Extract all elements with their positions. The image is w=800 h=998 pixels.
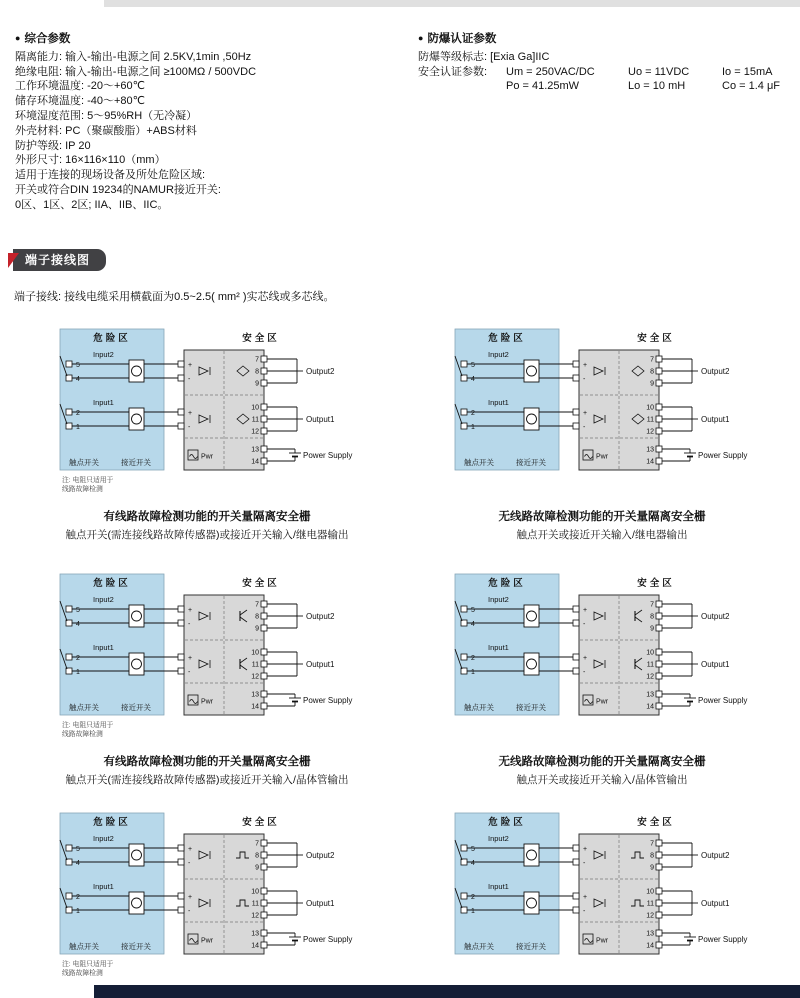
svg-text:12: 12 bbox=[251, 673, 259, 681]
bullet-icon: ● bbox=[418, 33, 424, 43]
input-label: Input1 bbox=[93, 398, 114, 407]
wiring-diagram bbox=[57, 326, 357, 498]
pwr-label: Pwr bbox=[596, 698, 609, 706]
svg-text:-: - bbox=[188, 860, 191, 867]
wiring-diagram-cell-3 bbox=[57, 571, 357, 787]
wiring-diagram bbox=[452, 571, 752, 743]
svg-text:1: 1 bbox=[76, 908, 80, 915]
output2-label: Output2 bbox=[306, 612, 335, 621]
svg-text:2: 2 bbox=[76, 894, 80, 901]
svg-text:9: 9 bbox=[255, 380, 259, 388]
svg-text:+: + bbox=[583, 410, 588, 417]
wiring-diagram-cell-5 bbox=[57, 810, 357, 987]
output2-label: Output2 bbox=[701, 612, 730, 621]
proximity-switch-label: 接近开关 bbox=[516, 458, 546, 467]
svg-text:8: 8 bbox=[255, 852, 259, 860]
svg-text:9: 9 bbox=[255, 625, 259, 633]
input-label: Input1 bbox=[93, 643, 114, 652]
cert-value: Uo = 11VDC bbox=[628, 65, 690, 78]
svg-text:13: 13 bbox=[251, 930, 259, 938]
svg-text:10: 10 bbox=[251, 649, 259, 657]
caption-subtitle: 触点开关或接近开关输入/继电器输出 bbox=[516, 529, 688, 541]
contact-switch-label: 触点开关 bbox=[69, 942, 99, 951]
svg-text:12: 12 bbox=[646, 428, 654, 436]
cert-value: Um = 250VAC/DC bbox=[506, 65, 595, 78]
output1-label: Output1 bbox=[701, 415, 730, 424]
output1-label: Output1 bbox=[306, 415, 335, 424]
safe-area-label: 安全区 bbox=[637, 333, 675, 344]
svg-text:-: - bbox=[583, 908, 586, 915]
svg-text:7: 7 bbox=[255, 601, 259, 609]
diagram-caption bbox=[57, 753, 357, 787]
svg-text:+: + bbox=[188, 362, 193, 369]
svg-text:7: 7 bbox=[650, 840, 654, 848]
input-label: Input2 bbox=[488, 834, 509, 843]
svg-text:2: 2 bbox=[471, 894, 475, 901]
svg-text:14: 14 bbox=[646, 942, 654, 950]
input-label: Input1 bbox=[488, 882, 509, 891]
cert-value: Lo = 10 mH bbox=[628, 80, 686, 93]
svg-text:14: 14 bbox=[251, 703, 259, 711]
svg-text:12: 12 bbox=[251, 428, 259, 436]
explosion-proof-title: ● 防爆认证参数 bbox=[418, 33, 497, 45]
spec-line: 外壳材料: PC（聚碳酸脂）+ABS材料 bbox=[15, 124, 197, 137]
hazard-area-label: 危险区 bbox=[488, 333, 526, 344]
power-supply-label: Power Supply bbox=[303, 451, 353, 460]
wiring-diagram bbox=[452, 810, 752, 982]
input-label: Input1 bbox=[488, 643, 509, 652]
hazard-area-label: 危险区 bbox=[93, 333, 131, 344]
svg-text:14: 14 bbox=[646, 458, 654, 466]
svg-text:-: - bbox=[188, 376, 191, 383]
diagram-caption bbox=[452, 508, 752, 542]
svg-text:7: 7 bbox=[650, 601, 654, 609]
svg-text:13: 13 bbox=[646, 446, 654, 454]
input-label: Input1 bbox=[488, 398, 509, 407]
caption-title: 有线路故障检测功能的开关量隔离安全栅 bbox=[103, 511, 311, 523]
svg-text:-: - bbox=[583, 621, 586, 628]
output2-label: Output2 bbox=[306, 367, 335, 376]
bullet-icon: ● bbox=[15, 33, 21, 43]
output2-label: Output2 bbox=[701, 851, 730, 860]
input-label: Input2 bbox=[93, 834, 114, 843]
svg-text:+: + bbox=[583, 655, 588, 662]
output2-label: Output2 bbox=[306, 851, 335, 860]
svg-text:+: + bbox=[583, 846, 588, 853]
diagram-caption bbox=[452, 753, 752, 787]
svg-text:9: 9 bbox=[650, 864, 654, 872]
spec-line: 绝缘电阻: 输入-输出-电源之间 ≥100MΩ / 500VDC bbox=[15, 65, 257, 78]
svg-text:9: 9 bbox=[650, 380, 654, 388]
note-line: 线路故障检测 bbox=[62, 731, 103, 738]
safe-area-label: 安全区 bbox=[242, 817, 280, 828]
safe-area-label: 安全区 bbox=[242, 333, 280, 344]
svg-text:5: 5 bbox=[471, 846, 475, 853]
output1-label: Output1 bbox=[701, 899, 730, 908]
svg-text:4: 4 bbox=[76, 621, 80, 628]
spec-line: 0区、1区、2区; IIA、IIB、IIC。 bbox=[15, 198, 169, 211]
svg-text:9: 9 bbox=[650, 625, 654, 633]
svg-text:9: 9 bbox=[255, 864, 259, 872]
spec-line: 开关或符合DIN 19234的NAMUR接近开关: bbox=[15, 183, 221, 196]
caption-subtitle: 触点开关(需连接线路故障传感器)或接近开关输入/晶体管输出 bbox=[65, 774, 349, 786]
output2-label: Output2 bbox=[701, 367, 730, 376]
proximity-switch-label: 接近开关 bbox=[121, 458, 151, 467]
general-parameters-block bbox=[15, 31, 256, 213]
proximity-switch-label: 接近开关 bbox=[516, 942, 546, 951]
safe-area-label: 安全区 bbox=[242, 578, 280, 589]
spec-line: 工作环境温度: -20～+60℃ bbox=[15, 80, 146, 93]
note-line: 线路故障检测 bbox=[62, 970, 103, 977]
svg-text:2: 2 bbox=[471, 410, 475, 417]
wiring-diagram-cell-6 bbox=[452, 810, 752, 987]
svg-text:10: 10 bbox=[646, 649, 654, 657]
proximity-switch-label: 接近开关 bbox=[121, 942, 151, 951]
cert-params-row-2 bbox=[418, 79, 780, 94]
wiring-diagram-cell-2 bbox=[452, 326, 752, 542]
wiring-diagram bbox=[452, 326, 752, 498]
explosion-proof-block bbox=[418, 31, 780, 94]
svg-text:10: 10 bbox=[646, 888, 654, 896]
contact-switch-label: 触点开关 bbox=[69, 703, 99, 712]
contact-switch-label: 触点开关 bbox=[464, 942, 494, 951]
pwr-label: Pwr bbox=[596, 453, 609, 461]
svg-text:5: 5 bbox=[471, 362, 475, 369]
pwr-label: Pwr bbox=[201, 698, 214, 706]
svg-text:7: 7 bbox=[255, 840, 259, 848]
svg-text:-: - bbox=[583, 669, 586, 676]
note-line: 线路故障检测 bbox=[62, 486, 103, 493]
output1-label: Output1 bbox=[701, 660, 730, 669]
svg-text:5: 5 bbox=[76, 846, 80, 853]
svg-text:8: 8 bbox=[650, 368, 654, 376]
svg-text:11: 11 bbox=[646, 661, 654, 669]
spec-line: 适用于连接的现场设备及所处危险区域: bbox=[15, 169, 206, 182]
svg-text:4: 4 bbox=[471, 621, 475, 628]
section-title: 端子接线图 bbox=[13, 249, 106, 271]
contact-switch-label: 触点开关 bbox=[464, 458, 494, 467]
svg-text:5: 5 bbox=[471, 607, 475, 614]
section-header bbox=[8, 251, 106, 269]
svg-text:2: 2 bbox=[76, 655, 80, 662]
spec-line: 隔离能力: 输入-输出-电源之间 2.5KV,1min ,50Hz bbox=[15, 50, 252, 63]
svg-text:4: 4 bbox=[471, 860, 475, 867]
output1-label: Output1 bbox=[306, 660, 335, 669]
svg-text:7: 7 bbox=[650, 356, 654, 364]
svg-text:4: 4 bbox=[471, 376, 475, 383]
svg-text:-: - bbox=[583, 424, 586, 431]
power-supply-label: Power Supply bbox=[698, 696, 748, 705]
caption-title: 无线路故障检测功能的开关量隔离安全栅 bbox=[498, 756, 706, 768]
pwr-label: Pwr bbox=[596, 937, 609, 945]
spec-line: 储存环境温度: -40～+80℃ bbox=[15, 95, 146, 108]
note-line: 注: 电阻只适用于 bbox=[62, 961, 114, 968]
svg-text:8: 8 bbox=[255, 368, 259, 376]
svg-text:1: 1 bbox=[471, 424, 475, 431]
safe-area-label: 安全区 bbox=[637, 578, 675, 589]
spec-line: 环境湿度范围: 5～95%RH（无冷凝） bbox=[15, 109, 198, 122]
svg-text:+: + bbox=[188, 846, 193, 853]
svg-text:5: 5 bbox=[76, 607, 80, 614]
power-supply-label: Power Supply bbox=[303, 935, 353, 944]
svg-text:+: + bbox=[188, 894, 193, 901]
svg-text:14: 14 bbox=[251, 458, 259, 466]
svg-text:2: 2 bbox=[471, 655, 475, 662]
svg-text:8: 8 bbox=[255, 613, 259, 621]
svg-text:+: + bbox=[583, 362, 588, 369]
power-supply-label: Power Supply bbox=[303, 696, 353, 705]
contact-switch-label: 触点开关 bbox=[464, 703, 494, 712]
explosion-grade-line: 防爆等级标志: [Exia Ga]IIC bbox=[418, 50, 550, 63]
spec-line: 外形尺寸: 16×116×110（mm） bbox=[15, 154, 166, 167]
svg-text:8: 8 bbox=[650, 613, 654, 621]
svg-text:-: - bbox=[583, 860, 586, 867]
caption-title: 无线路故障检测功能的开关量隔离安全栅 bbox=[498, 511, 706, 523]
svg-text:10: 10 bbox=[251, 404, 259, 412]
note-line: 注: 电阻只适用于 bbox=[62, 477, 114, 484]
svg-text:+: + bbox=[188, 655, 193, 662]
hazard-area-label: 危险区 bbox=[488, 578, 526, 589]
safe-area-label: 安全区 bbox=[637, 817, 675, 828]
wiring-diagram bbox=[57, 571, 357, 743]
svg-text:-: - bbox=[188, 621, 191, 628]
svg-text:4: 4 bbox=[76, 376, 80, 383]
svg-text:1: 1 bbox=[471, 669, 475, 676]
input-label: Input2 bbox=[93, 350, 114, 359]
cert-value: Io = 15mA bbox=[722, 65, 773, 78]
diagram-caption bbox=[57, 508, 357, 542]
pwr-label: Pwr bbox=[201, 453, 214, 461]
general-parameters-title: ● 综合参数 bbox=[15, 33, 71, 45]
footer-bar bbox=[94, 985, 800, 998]
svg-text:10: 10 bbox=[646, 404, 654, 412]
svg-text:13: 13 bbox=[251, 691, 259, 699]
svg-text:1: 1 bbox=[471, 908, 475, 915]
svg-text:1: 1 bbox=[76, 424, 80, 431]
svg-text:7: 7 bbox=[255, 356, 259, 364]
svg-text:11: 11 bbox=[251, 900, 259, 908]
svg-text:14: 14 bbox=[646, 703, 654, 711]
svg-text:1: 1 bbox=[76, 669, 80, 676]
svg-text:11: 11 bbox=[251, 661, 259, 669]
wiring-intro-text: 端子接线: 接线电缆采用横截面为0.5~2.5( mm² )实芯线或多芯线。 bbox=[14, 291, 335, 303]
spec-line: 防护等级: IP 20 bbox=[15, 139, 91, 152]
svg-text:13: 13 bbox=[251, 446, 259, 454]
pwr-label: Pwr bbox=[201, 937, 214, 945]
svg-text:10: 10 bbox=[251, 888, 259, 896]
section-marker-icon bbox=[8, 253, 19, 268]
wiring-diagram bbox=[57, 810, 357, 982]
svg-text:13: 13 bbox=[646, 691, 654, 699]
proximity-switch-label: 接近开关 bbox=[121, 703, 151, 712]
svg-text:13: 13 bbox=[646, 930, 654, 938]
input-label: Input2 bbox=[488, 350, 509, 359]
power-supply-label: Power Supply bbox=[698, 451, 748, 460]
input-label: Input2 bbox=[488, 595, 509, 604]
header-strip bbox=[104, 0, 800, 7]
proximity-switch-label: 接近开关 bbox=[516, 703, 546, 712]
input-label: Input1 bbox=[93, 882, 114, 891]
wiring-diagram-cell-1 bbox=[57, 326, 357, 542]
output1-label: Output1 bbox=[306, 899, 335, 908]
svg-text:-: - bbox=[188, 908, 191, 915]
cert-label: 安全认证参数: bbox=[418, 65, 488, 78]
power-supply-label: Power Supply bbox=[698, 935, 748, 944]
svg-text:+: + bbox=[188, 607, 193, 614]
wiring-diagram-cell-4 bbox=[452, 571, 752, 787]
svg-text:12: 12 bbox=[251, 912, 259, 920]
caption-subtitle: 触点开关(需连接线路故障传感器)或接近开关输入/继电器输出 bbox=[65, 529, 349, 541]
svg-text:-: - bbox=[188, 424, 191, 431]
svg-text:11: 11 bbox=[646, 416, 654, 424]
caption-subtitle: 触点开关或接近开关输入/晶体管输出 bbox=[516, 774, 688, 786]
contact-switch-label: 触点开关 bbox=[69, 458, 99, 467]
cert-value: Co = 1.4 μF bbox=[722, 80, 781, 93]
svg-text:8: 8 bbox=[650, 852, 654, 860]
svg-text:12: 12 bbox=[646, 912, 654, 920]
svg-text:2: 2 bbox=[76, 410, 80, 417]
svg-text:11: 11 bbox=[251, 416, 259, 424]
hazard-area-label: 危险区 bbox=[488, 817, 526, 828]
svg-text:5: 5 bbox=[76, 362, 80, 369]
hazard-area-label: 危险区 bbox=[93, 578, 131, 589]
svg-text:12: 12 bbox=[646, 673, 654, 681]
svg-text:+: + bbox=[188, 410, 193, 417]
caption-title: 有线路故障检测功能的开关量隔离安全栅 bbox=[103, 756, 311, 768]
input-label: Input2 bbox=[93, 595, 114, 604]
svg-text:14: 14 bbox=[251, 942, 259, 950]
cert-params-row-1 bbox=[418, 65, 780, 80]
svg-text:4: 4 bbox=[76, 860, 80, 867]
svg-text:11: 11 bbox=[646, 900, 654, 908]
svg-text:+: + bbox=[583, 894, 588, 901]
svg-text:+: + bbox=[583, 607, 588, 614]
svg-text:-: - bbox=[188, 669, 191, 676]
note-line: 注: 电阻只适用于 bbox=[62, 722, 114, 729]
cert-value: Po = 41.25mW bbox=[506, 80, 580, 93]
hazard-area-label: 危险区 bbox=[93, 817, 131, 828]
svg-text:-: - bbox=[583, 376, 586, 383]
